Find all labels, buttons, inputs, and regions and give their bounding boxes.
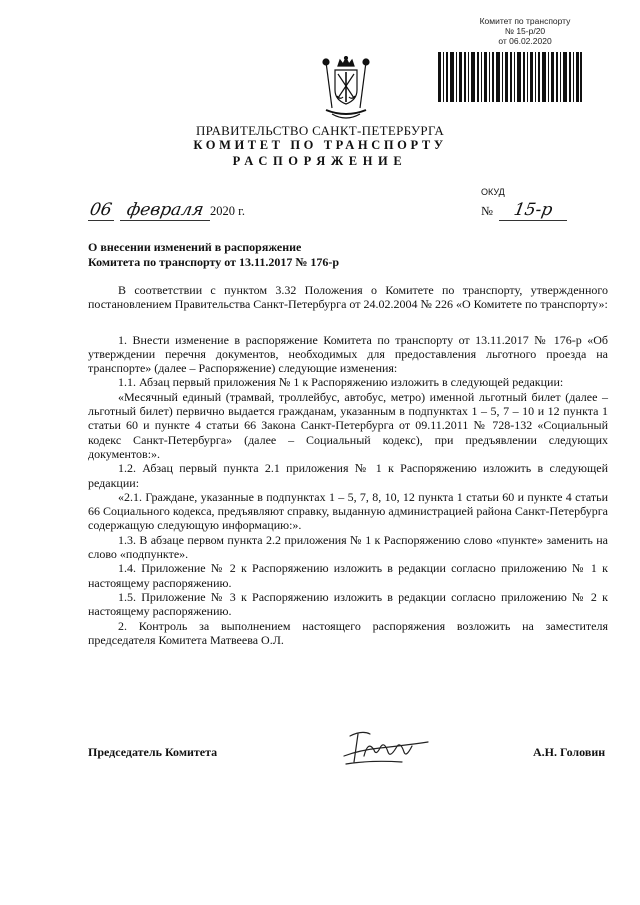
document-type: РАСПОРЯЖЕНИЕ [232,154,408,168]
subject-line-2: Комитета по транспорту от 13.11.2017 № 176-р [88,255,340,269]
paragraph-1-5: 1.5. Приложение № 3 к Распоряжению изложить в редакции согласно приложению № 2 к настоящему распоряжению. [88,589,608,619]
coat-of-arms-icon [318,56,374,122]
paragraph-1-2: 1.2. Абзац первый пункта 2.1 приложения № 1 к Распоряжению изложить в следующей редакции: [88,461,608,490]
document-body [88,283,608,647]
stamp-line-2: № 15-р/20 [504,26,546,36]
paragraph-2: 2. Контроль за выполнением настоящего распоряжения возложить на заместителя председателя Комитета Матвеева О.Л. [88,618,608,647]
paragraph-1: 1. Внести изменение в распоряжение Комитета по транспорту от 13.11.2017 № 176-р «Об утверждении перечня документов, необходимых для предоставления льготного проезда на транспорте» (далее – Распоряжение) следующие изменения: [88,332,608,376]
okud-label: ОКУД [481,187,505,197]
paragraph-1-1-quote: «Месячный единый (трамвай, троллейбус, автобус, метро) именной льготный билет (далее – льготный билет) первично выдается гражданам, указанным в подпунктах 1 – 5, 7 – 10 и 12 пункта 1 статьи 60 и пункте 4 статьи 66 Закона Санкт-Петербурга от 09.11.2011 № 728-132 «Социальный кодекс Санкт-Петербурга» (далее – Социальный кодекс), при предъявлении следующих документов:». [88,389,608,461]
stamp-line-1: Комитет по транспорту [479,16,571,26]
committee-title: КОМИТЕТ ПО ТРАНСПОРТУ [193,138,447,152]
paragraph-1-3: 1.3. В абзаце первом пункта 2.2 приложения № 1 к Распоряжению слово «пункте» заменить на слово «подпункте». [88,532,608,562]
date-month: февраля [125,200,205,220]
date-day: 06 [88,200,114,220]
handwritten-signature [340,726,432,770]
document-date [88,200,245,221]
signatory-title: Председатель Комитета [88,745,218,759]
signatory-name: А.Н. Головин [533,745,606,759]
subject-line-1: О внесении изменений в распоряжение [88,240,302,254]
document-subject [88,240,339,270]
number-value: 15-р [512,200,554,220]
barcode-icon [438,52,582,102]
paragraph-1-4: 1.4. Приложение № 2 к Распоряжению изложить в редакции согласно приложению № 1 к настоящему распоряжению. [88,561,608,590]
number-label: № [481,204,493,218]
document-number [481,200,567,221]
paragraph-1-1: 1.1. Абзац первый приложения № 1 к Распоряжению изложить в следующей редакции: [118,375,564,390]
government-title: ПРАВИТЕЛЬСТВО САНКТ-ПЕТЕРБУРГА [195,123,445,138]
date-year: 2020 г. [210,204,245,218]
stamp-line-3: от 06.02.2020 [498,36,552,46]
paragraph-preamble: В соответствии с пунктом 3.32 Положения о Комитете по транспорту, утвержденного постановлением Правительства Санкт-Петербурга от 24.02.2004 № 226 «О Комитете по транспорту»: [88,283,608,312]
registration-stamp [470,16,580,46]
paragraph-1-2-quote: «2.1. Граждане, указанные в подпунктах 1 – 5, 7, 8, 10, 12 пункта 1 статьи 60 и пункте 4 статьи 66 Социального кодекса, предъявляют справку, выданную администрацией района Санкт-Петербурга содержащую следующую информацию:». [88,489,608,533]
